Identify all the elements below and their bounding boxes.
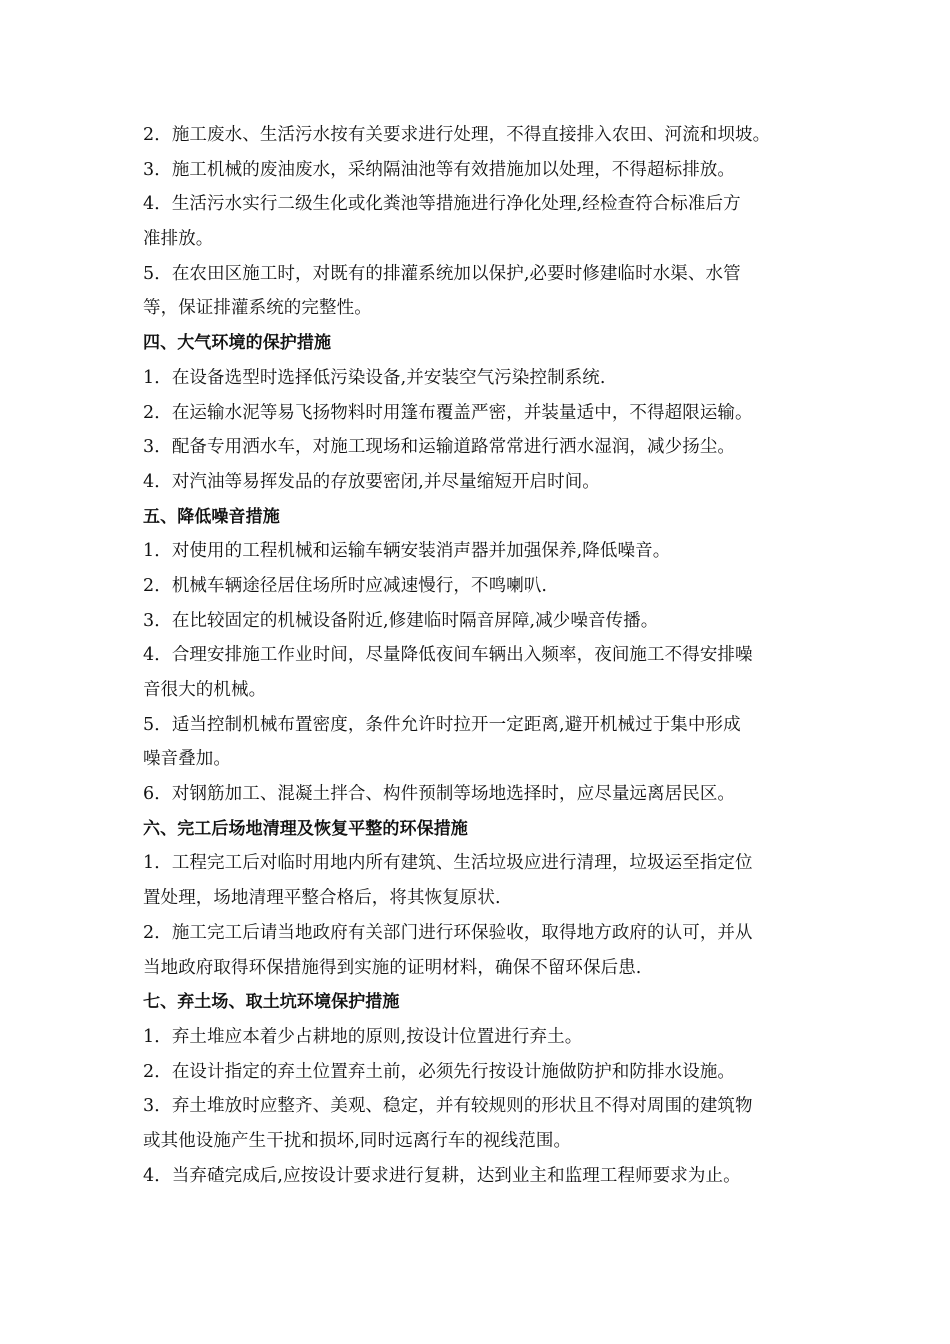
section-heading: 四、大气环境的保护措施	[143, 333, 332, 354]
paragraph-line: 2．在运输水泥等易飞扬物料时用篷布覆盖严密，并装量适中，不得超限运输。	[143, 402, 753, 423]
paragraph-line: 或其他设施产生干扰和损坏,同时远离行车的视线范围。	[143, 1130, 572, 1151]
document-page	[143, 118, 823, 1193]
paragraph-line: 噪音叠加。	[143, 749, 231, 770]
paragraph-line: 5．适当控制机械布置密度，条件允许时拉开一定距离,避开机械过于集中形成	[143, 714, 741, 735]
paragraph-line: 6．对钢筋加工、混凝土拌合、构件预制等场地选择时，应尽量远离居民区。	[143, 784, 736, 805]
paragraph-line: 3．施工机械的废油废水，采纳隔油池等有效措施加以处理，不得超标排放。	[143, 159, 736, 180]
paragraph-line: 3．在比较固定的机械设备附近,修建临时隔音屏障,减少噪音传播。	[143, 610, 659, 631]
paragraph-line: 等，保证排灌系统的完整性。	[143, 298, 372, 319]
paragraph-line: 当地政府取得环保措施得到实施的证明材料，确保不留环保后患.	[143, 957, 642, 978]
paragraph-line: 音很大的机械。	[143, 680, 267, 700]
section-heading: 六、完工后场地清理及恢复平整的环保措施	[143, 818, 468, 839]
paragraph-line: 3．弃土堆放时应整齐、美观、稳定，并有较规则的形状且不得对周围的建筑物	[143, 1096, 753, 1117]
paragraph-line: 置处理，场地清理平整合格后，将其恢复原状.	[143, 888, 501, 909]
paragraph-line: 2．施工完工后请当地政府有关部门进行环保验收，取得地方政府的认可，并从	[143, 922, 753, 943]
paragraph-line: 4．生活污水实行二级生化或化粪池等措施进行净化处理,经检查符合标准后方	[143, 194, 741, 215]
paragraph-line: 1．在设备选型时选择低污染设备,并安装空气污染控制系统.	[143, 367, 606, 388]
paragraph-line: 2．机械车辆途径居住场所时应减速慢行，不鸣喇叭.	[143, 575, 548, 596]
paragraph-line: 2．施工废水、生活污水按有关要求进行处理，不得直接排入农田、河流和坝坡。	[143, 125, 771, 145]
paragraph-line: 4．当弃碴完成后,应按设计要求进行复耕，达到业主和监理工程师要求为止。	[143, 1165, 741, 1186]
paragraph-line: 4．合理安排施工作业时间，尽量降低夜间车辆出入频率，夜间施工不得安排噪	[143, 645, 753, 666]
paragraph-line: 1．工程完工后对临时用地内所有建筑、生活垃圾应进行清理，垃圾运至指定位	[143, 853, 753, 874]
paragraph-line: 1．对使用的工程机械和运输车辆安装消声器并加强保养,降低噪音。	[143, 541, 671, 562]
paragraph-line: 4．对汽油等易挥发品的存放要密闭,并尽量缩短开启时间。	[143, 471, 600, 492]
paragraph-line: 2．在设计指定的弃土位置弃土前，必须先行按设计施做防护和防排水设施。	[143, 1061, 736, 1082]
paragraph-line: 准排放。	[143, 229, 214, 250]
paragraph-line: 1．弃土堆应本着少占耕地的原则,按设计位置进行弃土。	[143, 1026, 583, 1047]
paragraph-line: 3．配备专用洒水车，对施工现场和运输道路常常进行洒水湿润，减少扬尘。	[143, 437, 736, 458]
section-heading: 七、弃土场、取土坑环境保护措施	[143, 992, 400, 1013]
paragraph-line: 5．在农田区施工时，对既有的排灌系统加以保护,必要时修建临时水渠、水管	[143, 263, 741, 284]
section-heading: 五、降低噪音措施	[143, 506, 280, 527]
